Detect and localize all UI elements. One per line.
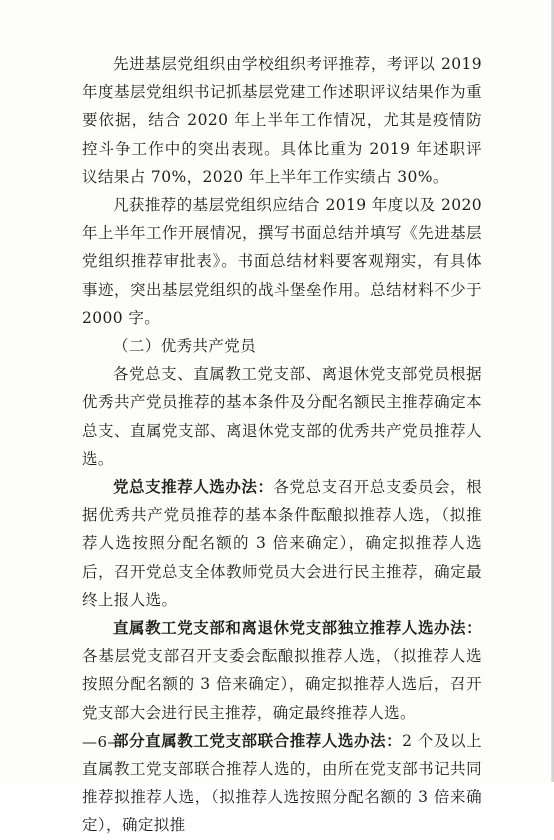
page-number: —6—	[82, 733, 124, 751]
document-body	[82, 50, 482, 840]
paragraph-advanced-org-summary: 凡获推荐的基层党组织应结合 2019 年度以及 2020 年上半年工作开展情况，撰写书面总结并填写《先进基层党组织推荐审批表》。书面总结材料要客观翔实，有具体事迹，突出基层党组织的战斗堡垒作用。总结材料不少于 2000 字。	[82, 196, 482, 327]
section-heading-excellent-member: （二）优秀共产党员	[113, 337, 257, 356]
paragraph-excellent-member-intro: 各党总支、直属教工党支部、离退休党支部党员根据优秀共产党员推荐的基本条件及分配名额民主推荐确定本总支、直属党支部、离退休党支部的优秀共产党员推荐人选。	[82, 365, 482, 468]
joint-branch-method-body: 2 个及以上直属教工党支部联合推荐人选的，由所在党支部书记共同推荐拟推荐人选，（拟推荐人选按照分配名额的 3 倍来确定），确定拟推	[82, 731, 482, 835]
independent-branch-method-body: 各基层党支部召开支委会酝酿拟推荐人选，（拟推荐人选按照分配名额的 3 倍来确定），确定拟推荐人选后，召开党支部大会进行民主推荐，确定最终推荐人选。	[82, 647, 482, 722]
paragraph-independent-branch-method	[82, 614, 482, 727]
general-branch-method-lead: 党总支推荐人选办法：	[113, 477, 274, 497]
independent-branch-method-lead: 直属教工党支部和离退休党支部独立推荐人选办法：	[113, 618, 482, 638]
paragraph-general-branch-method	[82, 473, 482, 614]
paragraph-advanced-org-evaluation: 先进基层党组织由学校组织考评推荐，考评以 2019 年度基层党组织书记抓基层党建工作述职评议结果作为重要依据，结合 2020 年上半年工作情况，尤其是疫情防控斗争工作中的突出表现。具体比重为 2019 年述职评议结果占 70%，2020 年上半年工作实绩占 30%。	[82, 55, 482, 186]
joint-branch-method-lead: 部分直属教工党支部联合推荐人选办法：	[113, 730, 403, 750]
general-branch-method-body: 各党总支召开总支委员会，根据优秀共产党员推荐的基本条件酝酿拟推荐人选，（拟推荐人选按照分配名额的 3 倍来确定），确定拟推荐人选后，召开党总支全体教师党员大会进行民主推荐，确定最终上报人选。	[82, 478, 482, 609]
paragraph-joint-branch-method	[82, 727, 482, 840]
